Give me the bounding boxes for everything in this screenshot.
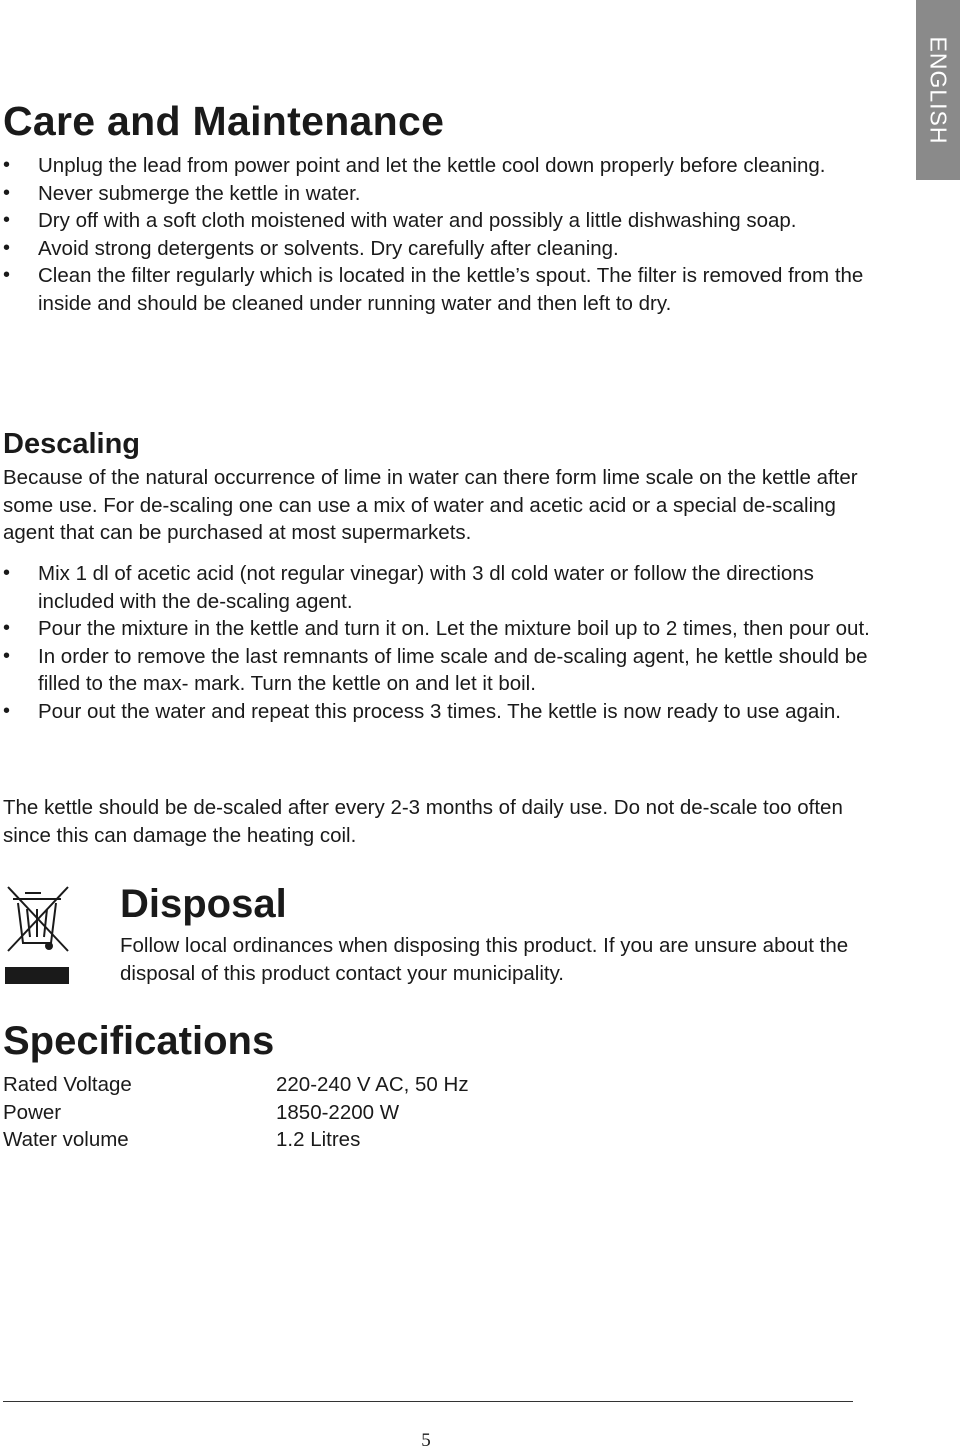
crossed-out-wheelie-bin-icon [5, 885, 71, 985]
spec-label: Rated Voltage [3, 1073, 132, 1096]
list-item: • Never submerge the kettle in water. [0, 180, 880, 208]
spec-label: Water volume [3, 1128, 129, 1151]
page-number: 5 [421, 1430, 431, 1451]
language-label: ENGLISH [925, 36, 952, 144]
list-item: • Unplug the lead from power point and let the kettle cool down properly before cleaning. [0, 152, 880, 180]
list-item: • Dry off with a soft cloth moistened with water and possibly a little dishwashing soap. [0, 207, 880, 235]
descaling-list [0, 560, 880, 725]
specifications-title: Specifications [3, 1019, 275, 1063]
footer-divider [3, 1401, 853, 1402]
spec-row [3, 1126, 469, 1154]
spec-row [3, 1071, 469, 1099]
list-item: • Pour the mixture in the kettle and turn it on. Let the mixture boil up to 2 times, then pour out. [0, 615, 880, 643]
spec-row [3, 1099, 469, 1127]
list-item: • Clean the filter regularly which is located in the kettle’s spout. The filter is removed from the inside and should be cleaned under running water and then left to dry. [0, 262, 880, 317]
disposal-text: Follow local ordinances when disposing this product. If you are unsure about the disposal of this product contact your municipality. [120, 934, 849, 985]
spec-value: 1850-2200 W [276, 1100, 400, 1124]
descaling-intro: Because of the natural occurrence of lime in water can there form lime scale on the kettle after some use. For de-scaling one can use a mix of water and acetic acid or a special de-scaling agent that can be purchased at most supermarkets. [3, 466, 858, 544]
list-item: • Mix 1 dl of acetic acid (not regular vinegar) with 3 dl cold water or follow the directions included with the de-scaling agent. [0, 560, 880, 615]
spec-value: 220-240 V AC, 50 Hz [276, 1073, 469, 1096]
specifications-table [3, 1071, 469, 1154]
list-item: • In order to remove the last remnants of lime scale and de-scaling agent, he kettle should be filled to the max- mark. Turn the kettle on and let it boil. [0, 643, 880, 698]
spec-label: Power [3, 1100, 62, 1124]
language-tab [916, 0, 960, 180]
descaling-note: The kettle should be de-scaled after every 2-3 months of daily use. Do not de-scale too often since this can damage the heating coil. [3, 796, 843, 847]
descaling-title: Descaling [3, 428, 140, 460]
care-title: Care and Maintenance [3, 98, 445, 144]
list-item: • Avoid strong detergents or solvents. Dry carefully after cleaning. [0, 235, 880, 263]
care-list [0, 152, 880, 317]
spec-value: 1.2 Litres [276, 1128, 361, 1151]
list-item: • Pour out the water and repeat this process 3 times. The kettle is now ready to use again. [0, 698, 880, 726]
disposal-title: Disposal [120, 882, 287, 926]
